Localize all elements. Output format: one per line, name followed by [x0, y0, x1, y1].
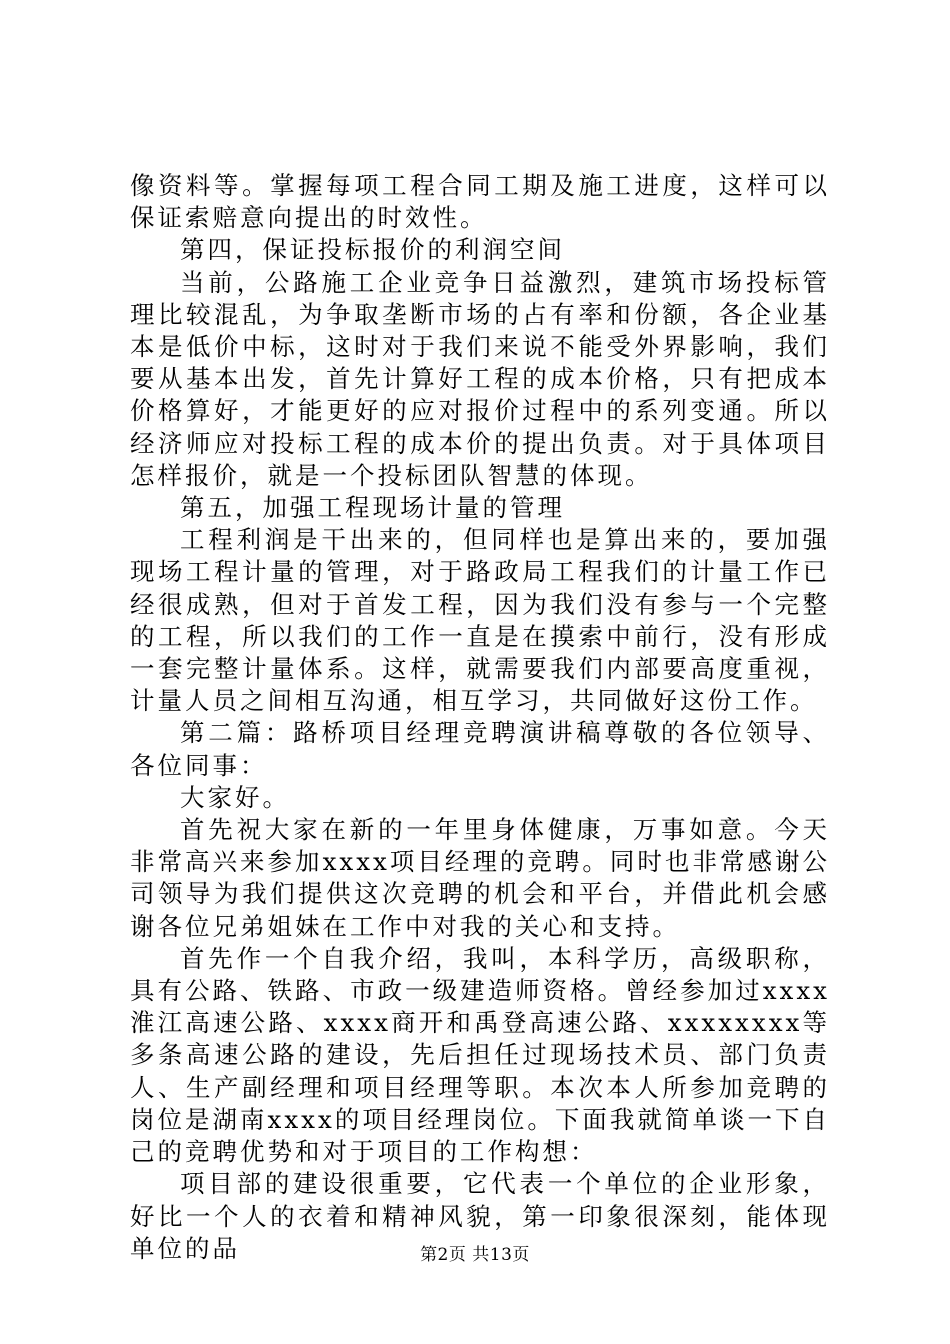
- paragraph: 首先作一个自我介绍，我叫，本科学历，高级职称，具有公路、铁路、市政一级建造师资格。曾经参加过xxxx淮江高速公路、xxxx商开和禹登高速公路、xxxxxxxx等多条高速公路的建设，先后担任过现场技术员、部门负责人、生产副经理和项目经理等职。本次本人所参加竞聘的岗位是湖南xxxx的项目经理岗位。下面我就简单谈一下自己的竞聘优势和对于项目的工作构想：: [130, 943, 830, 1167]
- section-heading: 第四，保证投标报价的利润空间: [180, 235, 565, 265]
- paragraph: 当前，公路施工企业竞争日益激烈，建筑市场投标管理比较混乱，为争取垄断市场的占有率和份额，各企业基本是低价中标，这时对于我们来说不能受外界影响，我们要从基本出发，首先计算好工程的成本价格，只有把成本价格算好，才能更好的应对报价过程中的系列变通。所以经济师应对投标工程的成本价的提出负责。对于具体项目怎样报价，就是一个投标团队智慧的体现。: [130, 267, 830, 490]
- paragraph: 工程利润是干出来的，但同样也是算出来的，要加强现场工程计量的管理，对于路政局工程我们的计量工作已经很成熟，但对于首发工程，因为我们没有参与一个完整的工程，所以我们的工作一直是在摸索中前行，没有形成一套完整计量体系。这样，就需要我们内部要高度重视，计量人员之间相互沟通，相互学习，共同做好这份工作。: [130, 525, 830, 716]
- paragraph: 像资料等。掌握每项工程合同工期及施工进度，这样可以保证索赔意向提出的时效性。: [130, 171, 830, 233]
- paragraph: 首先祝大家在新的一年里身体健康，万事如意。今天非常高兴来参加xxxx项目经理的竞聘。同时也非常感谢公司领导为我们提供这次竞聘的机会和平台，并借此机会感谢各位兄弟姐妹在工作中对我的关心和支持。: [130, 815, 830, 941]
- greeting: 大家好。: [180, 782, 290, 812]
- chapter-heading: 第二篇：路桥项目经理竞聘演讲稿尊敬的各位领导、各位同事：: [130, 718, 830, 780]
- document-body: [130, 170, 830, 1265]
- page-footer: 第2页 共13页: [420, 1245, 530, 1265]
- paragraph: 项目部的建设很重要，它代表一个单位的企业形象，好比一个人的衣着和精神风貌，第一印象很深刻，能体现单位的品: [130, 1169, 830, 1263]
- section-heading: 第五，加强工程现场计量的管理: [180, 493, 565, 523]
